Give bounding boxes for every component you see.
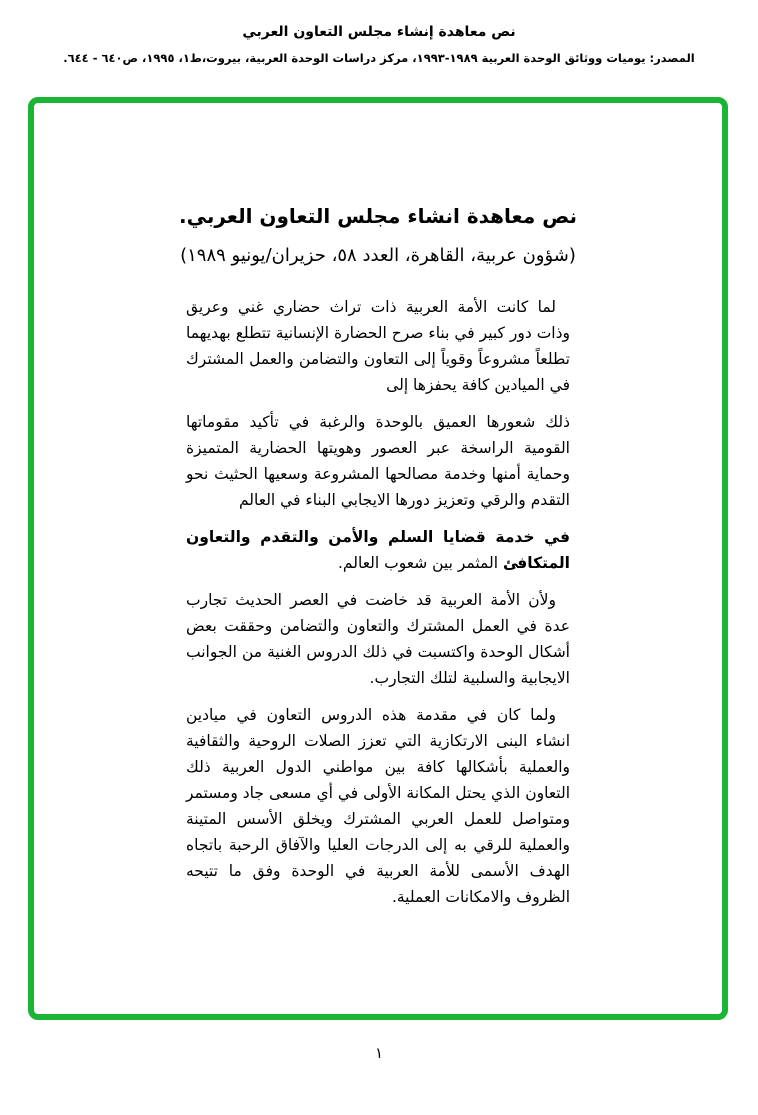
- highlight-frame: [28, 97, 728, 1020]
- header-title: نص معاهدة إنشاء مجلس التعاون العربي: [242, 24, 516, 40]
- header-source-citation: المصدر: يوميات ووثائق الوحدة العربية ١٩٨٩-١٩٩٣، مركز دراسات الوحدة العربية، بيروت،ط١، ١٩٩٥، ص٦٤٠ - ٦٤٤.: [63, 51, 695, 65]
- document-body: [186, 294, 570, 910]
- document-title: نص معاهدة انشاء مجلس التعاون العربي.: [179, 204, 577, 228]
- page-number: ١: [374, 1044, 384, 1062]
- paragraph-4: ولأن الأمة العربية قد خاضت في العصر الحديث تجارب عدة في العمل المشترك والتعاون والتضامن وحققت بعض أشكال الوحدة واكتسبت في ذلك الدروس الغنية من الجوانب الايجابية والسلبية لتلك التجارب.: [186, 591, 570, 687]
- paragraph-1: لما كانت الأمة العربية ذات تراث حضاري غني وعريق وذات دور كبير في بناء صرح الحضارة الإنسانية تتطلع بهديهما تطلعاً مشروعاً وقوياً إلى التعاون والتضامن والعمل المشترك في الميادين كافة يحفزها إلى: [186, 298, 570, 394]
- paragraph-2: ذلك شعورها العميق بالوحدة والرغبة في تأكيد مقوماتها القومية الراسخة عبر العصور وهويتها الحضارية المتميزة وحماية أمنها وخدمة مصالحها المشروعة وسعيها الحثيث نحو التقدم والرقي وتعزيز دورها الايجابي البناء في العالم: [186, 413, 570, 509]
- paragraph-3: [186, 524, 570, 576]
- page-header: [0, 0, 758, 65]
- document-subtitle: (شؤون عربية، القاهرة، العدد ٥٨، حزيران/يونيو ١٩٨٩): [180, 245, 576, 266]
- paragraph-3-rest-text: المثمر بين شعوب العالم.: [338, 554, 499, 572]
- paragraph-5: ولما كان في مقدمة هذه الدروس التعاون في ميادين انشاء البنى الارتكازية التي تعزز الصلات الروحية والثقافية والعملية بأشكالها كافة بين مواطني الدول العربية ذلك التعاون الذي يحتل المكانة الأولى في أي مسعى جاد ومستمر ومتواصل للعمل العربي المشترك ويخلق الأسس المتينة والعملية للرقي به إلى الدرجات العليا والآفاق الرحبة باتجاه الهدف الأسمى للأمة العربية في الوحدة وفق ما تتيحه الظروف والامكانات العملية.: [186, 706, 570, 906]
- paragraph-3-bold-text: في خدمة قضايا السلم والأمن والتقدم والتعاون المتكافئ: [186, 528, 570, 572]
- document-page: [34, 204, 722, 1115]
